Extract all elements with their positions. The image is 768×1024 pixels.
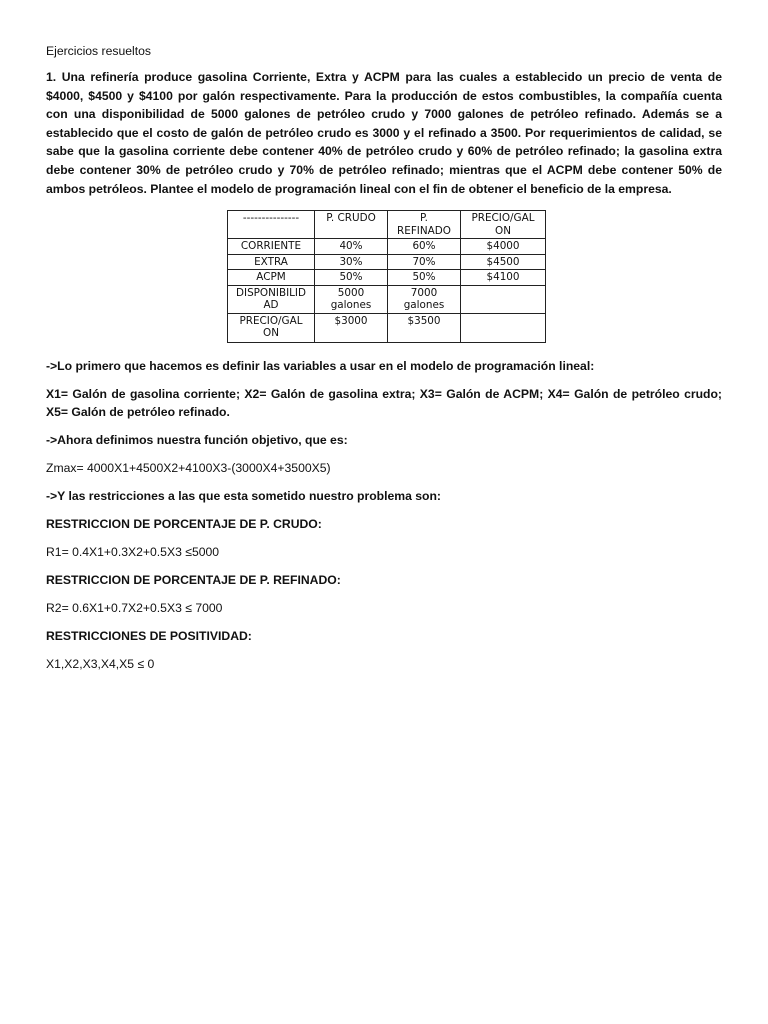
cell-text: 60% <box>412 240 436 253</box>
table-row <box>228 313 546 342</box>
constraint-3-title: RESTRICCIONES DE POSITIVIDAD: <box>46 628 252 643</box>
table-cell <box>461 313 546 342</box>
cell-text: PRECIO/GAL ON <box>239 314 303 340</box>
variables-definition: X1= Galón de gasolina corriente; X2= Galón de gasolina extra; X3= Galón de ACPM; X4= Galón de petróleo crudo; X5= Galón de petróleo refinado. <box>46 386 722 419</box>
cell-text: P. REFINADO <box>397 212 451 237</box>
cell-text: ACPM <box>256 271 286 284</box>
table-header-cell <box>228 211 315 239</box>
cell-text: 7000 galones <box>403 286 445 312</box>
table-header-cell <box>388 211 461 239</box>
table-row <box>228 239 546 255</box>
table-header-cell <box>315 211 388 239</box>
cell-text: 50% <box>339 271 363 284</box>
table-cell <box>461 239 546 255</box>
document-heading: Ejercicios resueltos <box>46 44 151 58</box>
data-table-wrapper <box>227 210 722 343</box>
cell-text: PRECIO/GAL ON <box>471 212 535 237</box>
step-constraints: ->Y las restricciones a las que esta sometido nuestro problema son: <box>46 488 441 503</box>
table-cell <box>228 285 315 313</box>
table-cell <box>228 270 315 286</box>
table-cell <box>228 313 315 342</box>
constraint-1-title: RESTRICCION DE PORCENTAJE DE P. CRUDO: <box>46 516 322 531</box>
table-cell <box>388 239 461 255</box>
cell-text: --------------- <box>242 212 300 225</box>
table-cell <box>461 270 546 286</box>
cell-text: $4000 <box>486 240 520 253</box>
cell-text: CORRIENTE <box>240 240 302 253</box>
cell-text: 70% <box>412 255 436 268</box>
table-cell <box>315 254 388 270</box>
cell-text: 5000 galones <box>330 286 372 312</box>
table-cell <box>461 285 546 313</box>
table-cell <box>388 254 461 270</box>
table-cell <box>228 254 315 270</box>
table-cell <box>315 239 388 255</box>
table-cell <box>315 285 388 313</box>
table-cell <box>315 270 388 286</box>
table-cell <box>388 285 461 313</box>
cell-text: $3500 <box>407 314 441 327</box>
cell-text: 30% <box>339 255 363 268</box>
table-cell <box>228 239 315 255</box>
objective-function: Zmax= 4000X1+4500X2+4100X3-(3000X4+3500X5) <box>46 460 331 475</box>
constraint-2: R2= 0.6X1+0.7X2+0.5X3 ≤ 7000 <box>46 600 223 615</box>
cell-text: 50% <box>412 271 436 284</box>
table-header-cell <box>461 211 546 239</box>
constraint-3: X1,X2,X3,X4,X5 ≤ 0 <box>46 656 155 671</box>
cell-text: 40% <box>339 240 363 253</box>
problem-statement: 1. Una refinería produce gasolina Corriente, Extra y ACPM para las cuales a establecido un precio de venta de $4000, $4500 y $4100 por galón respectivamente. Para la producción de estos combustibles, la compañía cuenta con una disponibilidad de 5000 galones de petróleo crudo y 7000 galones de petróleo refinado. Además se a establecido que el costo de galón de petróleo crudo es 3000 y el refinado a 3500. Por requerimientos de calidad, se sabe que la gasolina corriente debe contener 40% de petróleo crudo y 60% de petróleo refinado; la gasolina extra debe contener 30% de petróleo crudo y 70% de petróleo refinado; mientras que el ACPM debe contener 50% de ambos petróleos. Plantee el modelo de programación lineal con el fin de obtener el beneficio de la empresa. <box>46 70 722 196</box>
cell-text: $4500 <box>486 255 520 268</box>
table-cell <box>461 254 546 270</box>
cell-text: P. CRUDO <box>326 212 376 225</box>
table-cell <box>315 313 388 342</box>
cell-text: DISPONIBILID AD <box>236 286 306 312</box>
data-table <box>227 210 546 343</box>
constraint-1: R1= 0.4X1+0.3X2+0.5X3 ≤5000 <box>46 544 220 559</box>
constraint-2-title: RESTRICCION DE PORCENTAJE DE P. REFINADO: <box>46 572 341 587</box>
step-variables: ->Lo primero que hacemos es definir las variables a usar en el modelo de programación lineal: <box>46 358 595 373</box>
table-cell <box>388 270 461 286</box>
table-cell <box>388 313 461 342</box>
cell-text: $4100 <box>486 271 520 284</box>
table-row <box>228 270 546 286</box>
cell-text: $3000 <box>334 314 368 327</box>
table-row <box>228 285 546 313</box>
step-objective: ->Ahora definimos nuestra función objetivo, que es: <box>46 432 348 447</box>
table-row <box>228 254 546 270</box>
cell-text: EXTRA <box>254 255 288 268</box>
table-header-row <box>228 211 546 239</box>
